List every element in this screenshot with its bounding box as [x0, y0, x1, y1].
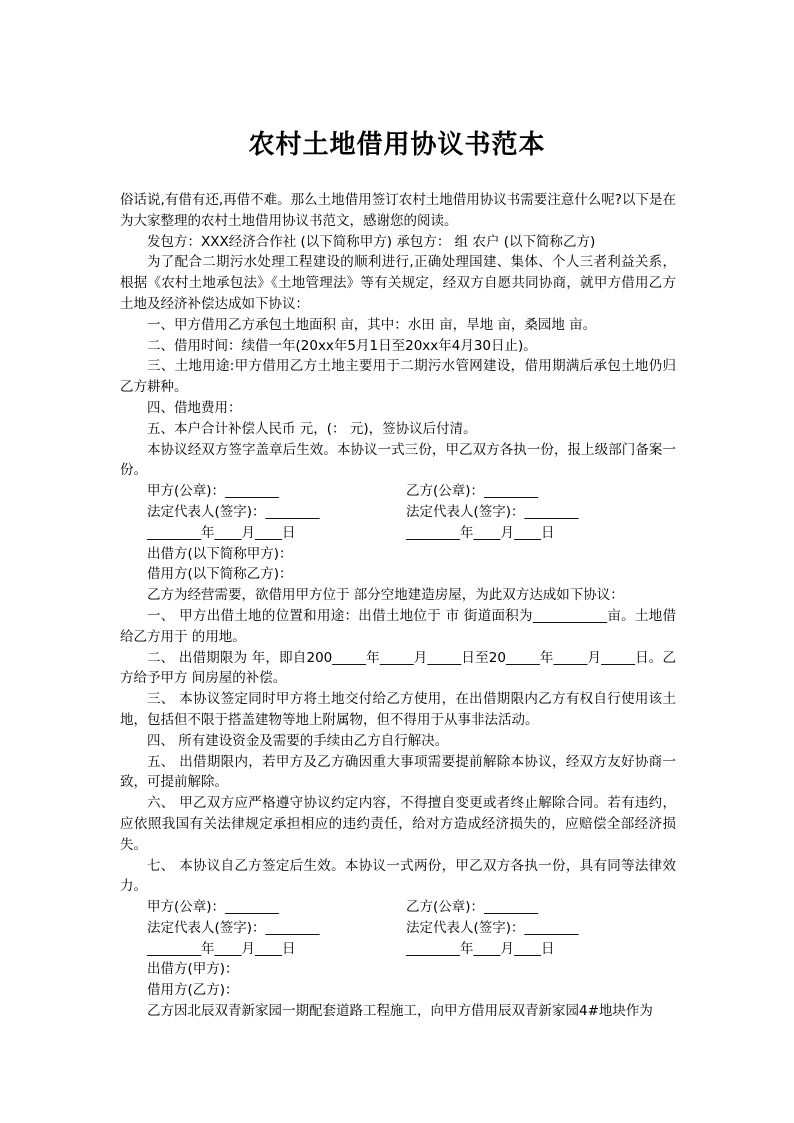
signature-row-seal	[120, 481, 676, 502]
party-b-date: ________年____月____日	[406, 940, 555, 957]
party-a-representative: 法定代表人(签字)：________	[147, 503, 320, 520]
article-4: 四、 所有建设资金及需要的手续由乙方自行解决。	[147, 732, 449, 749]
party-b-representative: 法定代表人(签字)：________	[406, 503, 579, 520]
document-body	[120, 190, 676, 1022]
intro-paragraph: 俗话说,有借有还,再借不难。那么土地借用签订农村土地借用协议书需要注意什么呢?以下是在为大家整理的农村土地借用协议书范文，感谢您的阅读。	[120, 192, 676, 229]
signature-row-representative	[120, 918, 676, 939]
parties-line: 发包方：XXX经济合作社 (以下简称甲方) 承包方： 组 农户 (以下简称乙方)	[147, 233, 596, 250]
clause-4: 四、借地费用：	[147, 399, 242, 416]
signature-row-representative	[120, 502, 676, 523]
clause-2: 二、借用时间：续借一年(20xx年5月1日至20xx年4月30日止)。	[147, 337, 537, 354]
party-b-seal: 乙方(公章)：________	[406, 483, 539, 500]
party-b-date: ________年____月____日	[406, 524, 555, 541]
signature-row-date	[120, 523, 676, 544]
party-a-date: ________年____月____日	[147, 524, 296, 541]
lender-line: 出借方(甲方)：	[147, 961, 239, 978]
clause-5: 五、本户合计补偿人民币 元，(： 元)，签协议后付清。	[147, 420, 477, 437]
article-5: 五、 出借期限内，若甲方及乙方确因重大事项需要提前解除本协议，经双方友好协商一致，可提前解除。	[120, 753, 676, 791]
clause-3: 三、土地用途:甲方借用乙方土地主要用于二期污水管网建设，借用期满后承包土地仍归乙方耕种。	[120, 358, 676, 396]
party-a-seal: 甲方(公章)：________	[147, 899, 280, 916]
effectiveness-clause: 本协议经双方签字盖章后生效。本协议一式三份，甲乙双方各执一份，报上级部门备案一份。	[120, 441, 676, 479]
signature-row-seal	[120, 897, 676, 918]
party-b-representative: 法定代表人(签字)：________	[406, 919, 579, 936]
lender-line: 出借方(以下简称甲方)：	[147, 545, 293, 562]
article-2: 二、 出借期限为 年，即自200_____年_____月_____日至20_____年_____月_____日。乙方给予甲方 间房屋的补偿。	[120, 649, 676, 687]
borrower-line: 借用方(乙方)：	[147, 982, 239, 999]
clause-1: 一、甲方借用乙方承包土地面积 亩，其中：水田 亩，旱地 亩，桑园地 亩。	[147, 316, 597, 333]
article-6: 六、 甲乙双方应严格遵守协议约定内容，不得擅自变更或者终止解除合同。若有违约，应依照我国有关法律规定承担相应的违约责任，给对方造成经济损失的，应赔偿全部经济损失。	[120, 795, 676, 853]
final-paragraph: 乙方因北辰双青新家园一期配套道路工程施工，向甲方借用辰双青新家园4#地块作为	[147, 1003, 653, 1020]
article-3: 三、 本协议签定同时甲方将土地交付给乙方使用，在出借期限内乙方有权自行使用该土地，包括但不限于搭盖建物等地上附属物，但不得用于从事非法活动。	[120, 691, 676, 728]
agreement-intro: 乙方为经营需要，欲借用甲方位于 部分空地建造房屋，为此双方达成如下协议：	[147, 587, 624, 604]
signature-row-date	[120, 939, 676, 960]
preamble-paragraph: 为了配合二期污水处理工程建设的顺利进行,正确处理国建、集体、个人三者利益关系，根据《农村土地承包法》《土地管理法》等有关规定，经双方自愿共同协商，就甲方借用乙方土地及经济补偿达成如下协议：	[120, 254, 676, 312]
article-7: 七、 本协议自乙方签定后生效。本协议一式两份，甲乙双方各执一份，具有同等法律效力。	[120, 857, 676, 895]
borrower-line: 借用方(以下简称乙方)：	[147, 566, 293, 583]
article-1: 一、 甲方出借土地的位置和用途：出借土地位于 市 街道面积为___________亩。土地借给乙方用于 的用地。	[120, 607, 676, 645]
party-a-seal: 甲方(公章)：________	[147, 483, 280, 500]
document-title: 农村土地借用协议书范本	[248, 130, 546, 160]
party-a-date: ________年____月____日	[147, 940, 296, 957]
party-b-seal: 乙方(公章)：________	[406, 899, 539, 916]
party-a-representative: 法定代表人(签字)：________	[147, 919, 320, 936]
